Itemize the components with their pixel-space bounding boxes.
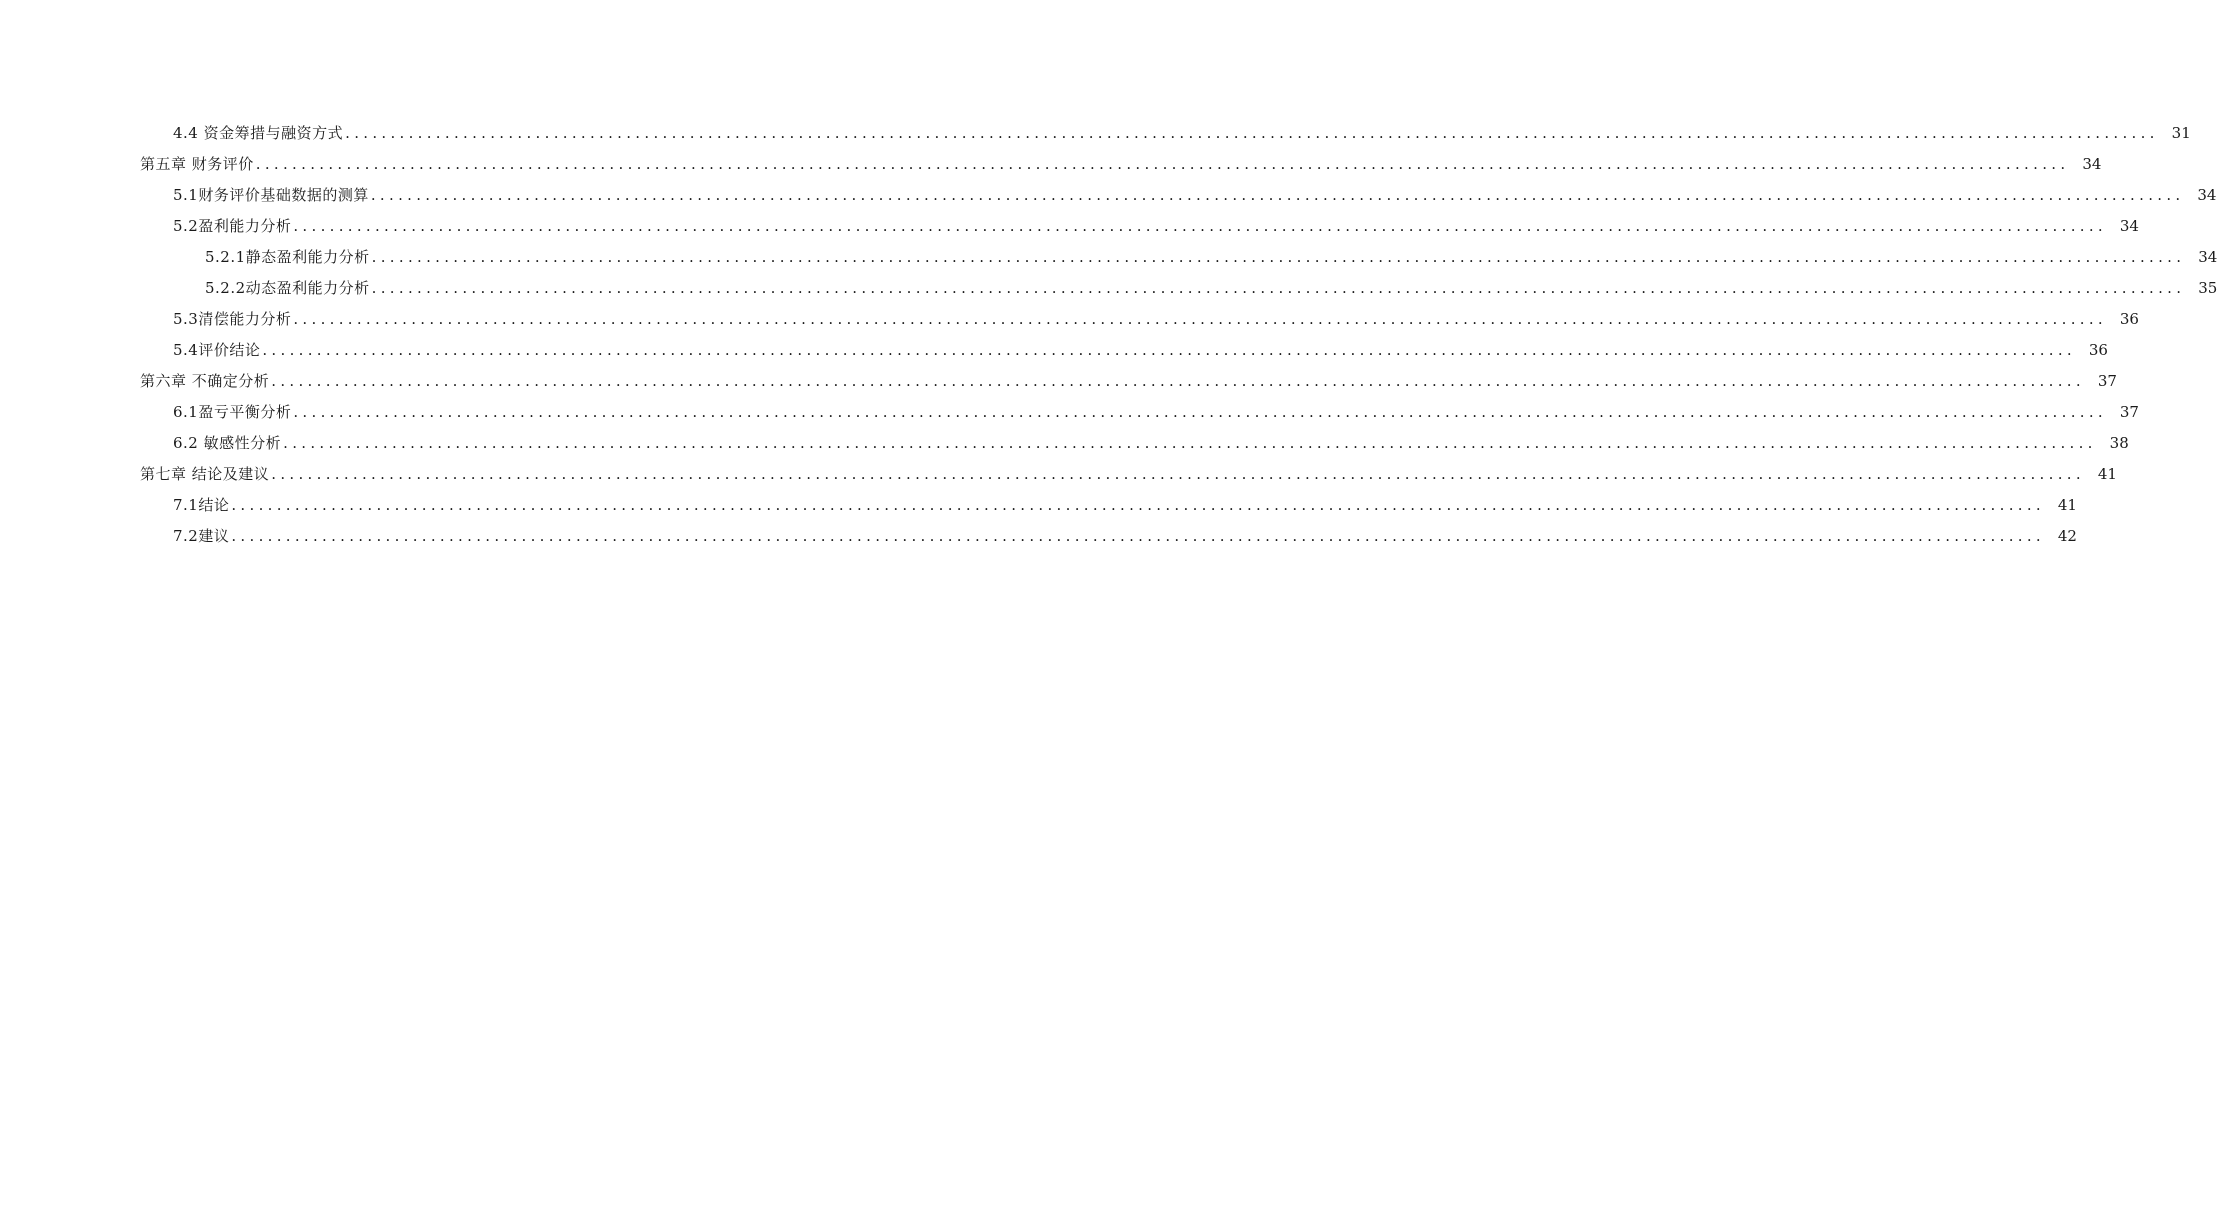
- toc-entry-title: 5.4评价结论: [173, 338, 260, 362]
- toc-entry[interactable]: [0, 183, 2217, 214]
- toc-leader-dots: ........................................................................................................................................................................................................: [255, 155, 2070, 173]
- toc-entry-title: 第七章 结论及建议: [140, 462, 269, 486]
- toc-entry-title: 5.2.2动态盈利能力分析: [205, 276, 370, 300]
- toc-page-number: 41: [2097, 465, 2117, 483]
- toc-entry-title: 第五章 财务评价: [140, 152, 254, 176]
- toc-leader-dots: ........................................................................................................................................................................................................: [293, 310, 2107, 328]
- toc-entry[interactable]: [0, 121, 2191, 152]
- toc-entry-title: 5.3清偿能力分析: [173, 307, 291, 331]
- toc-entry-title: 6.1盈亏平衡分析: [173, 400, 291, 424]
- toc-entry-title: 7.1结论: [173, 493, 229, 517]
- toc-page-number: 37: [2097, 372, 2117, 390]
- toc-page-number: 37: [2119, 403, 2139, 421]
- toc-entry[interactable]: [0, 214, 2139, 245]
- toc-leader-dots: ........................................................................................................................................................................................................: [371, 248, 2186, 266]
- toc-entry[interactable]: [0, 462, 2117, 493]
- toc-entry[interactable]: [0, 369, 2117, 400]
- toc-page-number: 34: [2197, 186, 2217, 204]
- toc-page-number: 38: [2109, 434, 2129, 452]
- toc-entry-title: 5.2.1静态盈利能力分析: [205, 245, 370, 269]
- toc-entry[interactable]: [0, 524, 2077, 555]
- toc-leader-dots: ........................................................................................................................................................................................................: [283, 434, 2097, 452]
- toc-entry[interactable]: [0, 400, 2139, 431]
- toc-leader-dots: ........................................................................................................................................................................................................: [293, 403, 2107, 421]
- toc-entry-title: 第六章 不确定分析: [140, 369, 269, 393]
- toc-entry[interactable]: [0, 245, 2217, 276]
- toc-page-number: 36: [2119, 310, 2139, 328]
- toc-page-number: 31: [2171, 124, 2191, 142]
- toc-page-number: 34: [2082, 155, 2102, 173]
- toc-leader-dots: ........................................................................................................................................................................................................: [345, 124, 2159, 142]
- toc-leader-dots: ........................................................................................................................................................................................................: [271, 465, 2085, 483]
- toc-leader-dots: ........................................................................................................................................................................................................: [371, 279, 2186, 297]
- toc-entry[interactable]: [0, 152, 2102, 183]
- toc-leader-dots: ........................................................................................................................................................................................................: [370, 186, 2185, 204]
- toc-entry[interactable]: [0, 338, 2108, 369]
- toc-page-number: 42: [2057, 527, 2077, 545]
- toc-entry[interactable]: [0, 431, 2129, 462]
- toc-leader-dots: ........................................................................................................................................................................................................: [271, 372, 2085, 390]
- toc-page-number: 41: [2057, 496, 2077, 514]
- toc-leader-dots: ........................................................................................................................................................................................................: [231, 527, 2045, 545]
- toc-page-number: 35: [2198, 279, 2217, 297]
- toc-entry-title: 5.2盈利能力分析: [173, 214, 291, 238]
- toc-entry[interactable]: [0, 276, 2217, 307]
- toc-entry[interactable]: [0, 493, 2077, 524]
- toc-entry-title: 6.2 敏感性分析: [173, 431, 281, 455]
- toc-entry-title: 4.4 资金筹措与融资方式: [173, 121, 343, 145]
- toc-page-number: 34: [2198, 248, 2217, 266]
- table-of-contents: [0, 121, 2217, 555]
- toc-entry-title: 5.1财务评价基础数据的测算: [173, 183, 369, 207]
- toc-leader-dots: ........................................................................................................................................................................................................: [262, 341, 2076, 359]
- toc-entry[interactable]: [0, 307, 2139, 338]
- toc-leader-dots: ........................................................................................................................................................................................................: [231, 496, 2045, 514]
- toc-entry-title: 7.2建议: [173, 524, 229, 548]
- toc-page-number: 34: [2119, 217, 2139, 235]
- toc-page-number: 36: [2088, 341, 2108, 359]
- toc-leader-dots: ........................................................................................................................................................................................................: [293, 217, 2107, 235]
